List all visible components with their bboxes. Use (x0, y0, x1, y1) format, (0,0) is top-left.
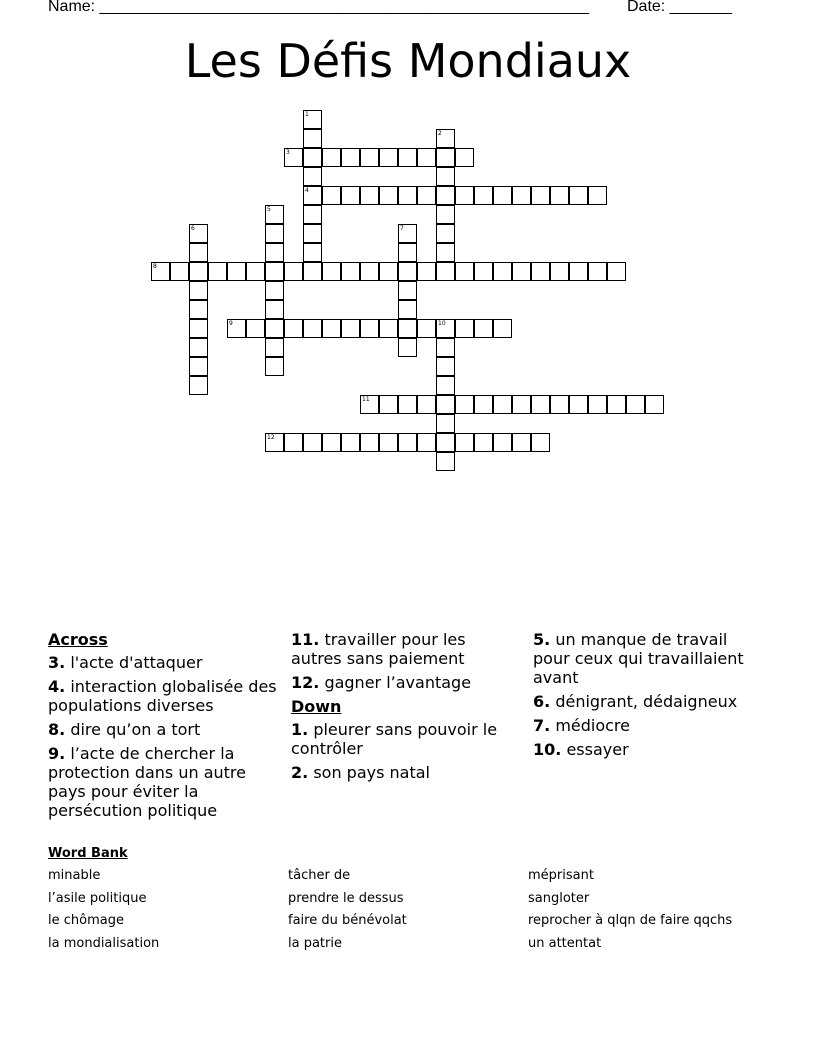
clue-number: 2 (291, 763, 303, 782)
clue-column-1 (48, 630, 278, 825)
word-bank-heading: Word Bank (48, 846, 128, 861)
clue-number: 12 (291, 673, 314, 692)
crossword-cell (569, 186, 588, 205)
crossword-cell (455, 186, 474, 205)
crossword-cell (455, 395, 474, 414)
crossword-cell (417, 262, 436, 281)
clue-number: 10 (533, 740, 556, 759)
crossword-cell (512, 186, 531, 205)
clue-down-10: 10. essayer (533, 740, 629, 759)
crossword-cell (379, 433, 398, 452)
crossword-cell (493, 433, 512, 452)
crossword-cell (455, 319, 474, 338)
crossword-cell-number: 8 (153, 263, 157, 270)
crossword-cell (455, 262, 474, 281)
clue-down-6: 6. dénigrant, dédaigneux (533, 692, 738, 711)
crossword-cell (398, 395, 417, 414)
crossword-cell (436, 414, 455, 433)
clue-number: 7 (533, 716, 545, 735)
crossword-cell (474, 319, 493, 338)
crossword-cell (189, 319, 208, 338)
clue-number: 8 (48, 720, 60, 739)
crossword-cell (607, 262, 626, 281)
crossword-cell (341, 148, 360, 167)
clue-across-4: 4. interaction globalisée des populations diverses (48, 677, 277, 715)
crossword-cell (303, 262, 322, 281)
crossword-cell (322, 148, 341, 167)
crossword-cell-number: 5 (267, 206, 271, 213)
word-bank-column-1 (48, 868, 159, 959)
crossword-cell (512, 262, 531, 281)
crossword-cell (360, 262, 379, 281)
crossword-cell (189, 338, 208, 357)
clue-text: gagner l’avantage (324, 673, 472, 692)
word-bank-item: prendre le dessus (288, 890, 404, 906)
word-bank-item: la mondialisation (48, 936, 160, 952)
crossword-cell (379, 186, 398, 205)
crossword-cell (550, 186, 569, 205)
crossword-cell-number: 11 (362, 396, 370, 403)
crossword-cell (379, 262, 398, 281)
crossword-cell (265, 243, 284, 262)
clue-number: 6 (533, 692, 545, 711)
crossword-cell-number: 7 (400, 225, 404, 232)
crossword-cell (303, 224, 322, 243)
crossword-cell (417, 433, 436, 452)
crossword-cell (379, 148, 398, 167)
crossword-cell (588, 186, 607, 205)
crossword-cell-number: 4 (305, 187, 309, 194)
crossword-cell (360, 319, 379, 338)
crossword-cell (474, 262, 493, 281)
word-bank-item: minable (48, 868, 101, 883)
crossword-cell (626, 395, 645, 414)
crossword-cell (417, 186, 436, 205)
clue-down-2: 2. son pays natal (291, 763, 430, 782)
crossword-cell (474, 186, 493, 205)
crossword-cell (436, 452, 455, 471)
crossword-cell (322, 186, 341, 205)
crossword-cell (341, 319, 360, 338)
clue-across-9: 9. l’acte de chercher la protection dans un autre pays pour éviter la persécution politique (48, 744, 246, 820)
crossword-cell (493, 395, 512, 414)
crossword-cell (379, 319, 398, 338)
crossword-cell (265, 319, 284, 338)
clue-down-1: 1. pleurer sans pouvoir le contrôler (291, 720, 498, 758)
crossword-cell (436, 338, 455, 357)
word-bank-item: méprisant (528, 868, 594, 883)
clue-text: l’acte de chercher la protection dans un autre pays pour éviter la persécution politique (48, 744, 246, 820)
crossword-cell (398, 433, 417, 452)
crossword-cell (265, 300, 284, 319)
clue-text: travailler pour les autres sans paiement (291, 630, 466, 668)
clue-text: essayer (566, 740, 629, 759)
word-bank-item: l’asile politique (48, 890, 147, 906)
crossword-cell (569, 262, 588, 281)
crossword-cell (436, 167, 455, 186)
crossword-cell (398, 243, 417, 262)
clue-number: 3 (48, 653, 60, 672)
clue-text: pleurer sans pouvoir le contrôler (291, 720, 498, 758)
crossword-cell (436, 224, 455, 243)
crossword-cell (455, 433, 474, 452)
word-bank-item: sangloter (528, 890, 590, 906)
crossword-cell (531, 395, 550, 414)
crossword-cell (436, 395, 455, 414)
crossword-cell (265, 281, 284, 300)
clue-across-3: 3. l'acte d'attaquer (48, 653, 203, 672)
crossword-cell-number: 9 (229, 320, 233, 327)
crossword-cell (417, 148, 436, 167)
page-title: Les Défis Mondiaux (184, 34, 632, 88)
clue-down-5: 5. un manque de travail pour ceux qui travaillaient avant (533, 630, 744, 687)
word-bank-column-2 (288, 868, 407, 959)
crossword-cell (398, 319, 417, 338)
word-bank-item: reprocher à qlqn de faire qqchs (528, 913, 733, 929)
crossword-cell (189, 281, 208, 300)
crossword-cell (284, 262, 303, 281)
crossword-cell (303, 243, 322, 262)
crossword-cell (531, 262, 550, 281)
clue-number: 5 (533, 630, 545, 649)
crossword-cell-number: 2 (438, 130, 442, 137)
crossword-cell-number: 3 (286, 149, 290, 156)
clue-down-7: 7. médiocre (533, 716, 630, 735)
crossword-cell (550, 262, 569, 281)
crossword-cell (493, 262, 512, 281)
crossword-cell (303, 167, 322, 186)
crossword-cell (303, 433, 322, 452)
crossword-cell (550, 395, 569, 414)
crossword-cell (436, 148, 455, 167)
crossword-cell (303, 319, 322, 338)
clue-text: son pays natal (313, 763, 430, 782)
crossword-cell-number: 1 (305, 111, 309, 118)
crossword-cell (398, 262, 417, 281)
crossword-cell (474, 433, 493, 452)
crossword-cell (284, 433, 303, 452)
crossword-cell (455, 148, 474, 167)
crossword-cell (303, 148, 322, 167)
crossword-cell (398, 338, 417, 357)
clue-text: interaction globalisée des populations diverses (48, 677, 277, 715)
word-bank-item: un attentat (528, 936, 602, 952)
crossword-cell (303, 129, 322, 148)
crossword-cell (569, 395, 588, 414)
crossword-cell (417, 395, 436, 414)
crossword-cell (398, 148, 417, 167)
crossword-cell (189, 357, 208, 376)
crossword-cell (322, 433, 341, 452)
crossword-cell (436, 376, 455, 395)
crossword-cell (379, 395, 398, 414)
crossword-cell (398, 281, 417, 300)
crossword-cell (531, 186, 550, 205)
clue-text: médiocre (555, 716, 630, 735)
crossword-cell (436, 262, 455, 281)
crossword-cell (189, 262, 208, 281)
crossword-cell (512, 433, 531, 452)
crossword-cell (189, 376, 208, 395)
crossword-cell (303, 205, 322, 224)
clue-column-2 (291, 630, 521, 787)
crossword-cell (360, 186, 379, 205)
word-bank-column-3 (528, 868, 732, 959)
crossword-cell (189, 300, 208, 319)
crossword-cell (398, 186, 417, 205)
across-heading: Across (48, 630, 108, 649)
crossword-cell (284, 319, 303, 338)
date-field-label: Date: _______ (627, 0, 732, 15)
crossword-cell-number: 6 (191, 225, 195, 232)
name-field-label: Name: _______________________________________________________ (48, 0, 589, 15)
word-bank-item: tâcher de (288, 868, 351, 883)
crossword-cell (341, 262, 360, 281)
clue-number: 11 (291, 630, 314, 649)
crossword-cell (322, 262, 341, 281)
crossword-cell (607, 395, 626, 414)
crossword-cell-number: 12 (267, 434, 275, 441)
crossword-cell (436, 205, 455, 224)
crossword-cell (360, 433, 379, 452)
crossword-cell (170, 262, 189, 281)
word-bank-item: le chômage (48, 913, 124, 929)
crossword-cell (341, 433, 360, 452)
crossword-cell (436, 357, 455, 376)
crossword-cell (398, 300, 417, 319)
clue-number: 1 (291, 720, 303, 739)
clue-text: l'acte d'attaquer (70, 653, 203, 672)
crossword-cell (436, 186, 455, 205)
crossword-cell (512, 395, 531, 414)
clue-across-8: 8. dire qu’on a tort (48, 720, 201, 739)
crossword-cell (588, 395, 607, 414)
word-bank-item: faire du bénévolat (288, 913, 407, 929)
crossword-cell (341, 186, 360, 205)
crossword-cell (645, 395, 664, 414)
crossword-cell-number: 10 (438, 320, 446, 327)
clue-across-12: 12. gagner l’avantage (291, 673, 472, 692)
crossword-cell (493, 186, 512, 205)
clue-number: 9 (48, 744, 60, 763)
crossword-cell (360, 148, 379, 167)
clue-text: un manque de travail pour ceux qui travaillaient avant (533, 630, 744, 687)
crossword-cell (227, 262, 246, 281)
crossword-cell (322, 319, 341, 338)
crossword-cell (246, 262, 265, 281)
crossword-cell (436, 433, 455, 452)
clue-text: dénigrant, dédaigneux (555, 692, 738, 711)
crossword-cell (189, 243, 208, 262)
crossword-cell (531, 433, 550, 452)
crossword-cell (493, 319, 512, 338)
crossword-cell (436, 243, 455, 262)
crossword-cell (265, 357, 284, 376)
crossword-cell (474, 395, 493, 414)
crossword-cell (417, 319, 436, 338)
crossword-cell (265, 262, 284, 281)
clue-across-11: 11. travailler pour les autres sans paiement (291, 630, 466, 668)
word-bank-item: la patrie (288, 936, 342, 952)
crossword-cell (265, 338, 284, 357)
crossword-cell (588, 262, 607, 281)
crossword-cell (246, 319, 265, 338)
clue-column-3 (533, 630, 763, 764)
clue-number: 4 (48, 677, 60, 696)
crossword-cell (208, 262, 227, 281)
clue-text: dire qu’on a tort (70, 720, 201, 739)
crossword-cell (265, 224, 284, 243)
down-heading: Down (291, 697, 342, 716)
